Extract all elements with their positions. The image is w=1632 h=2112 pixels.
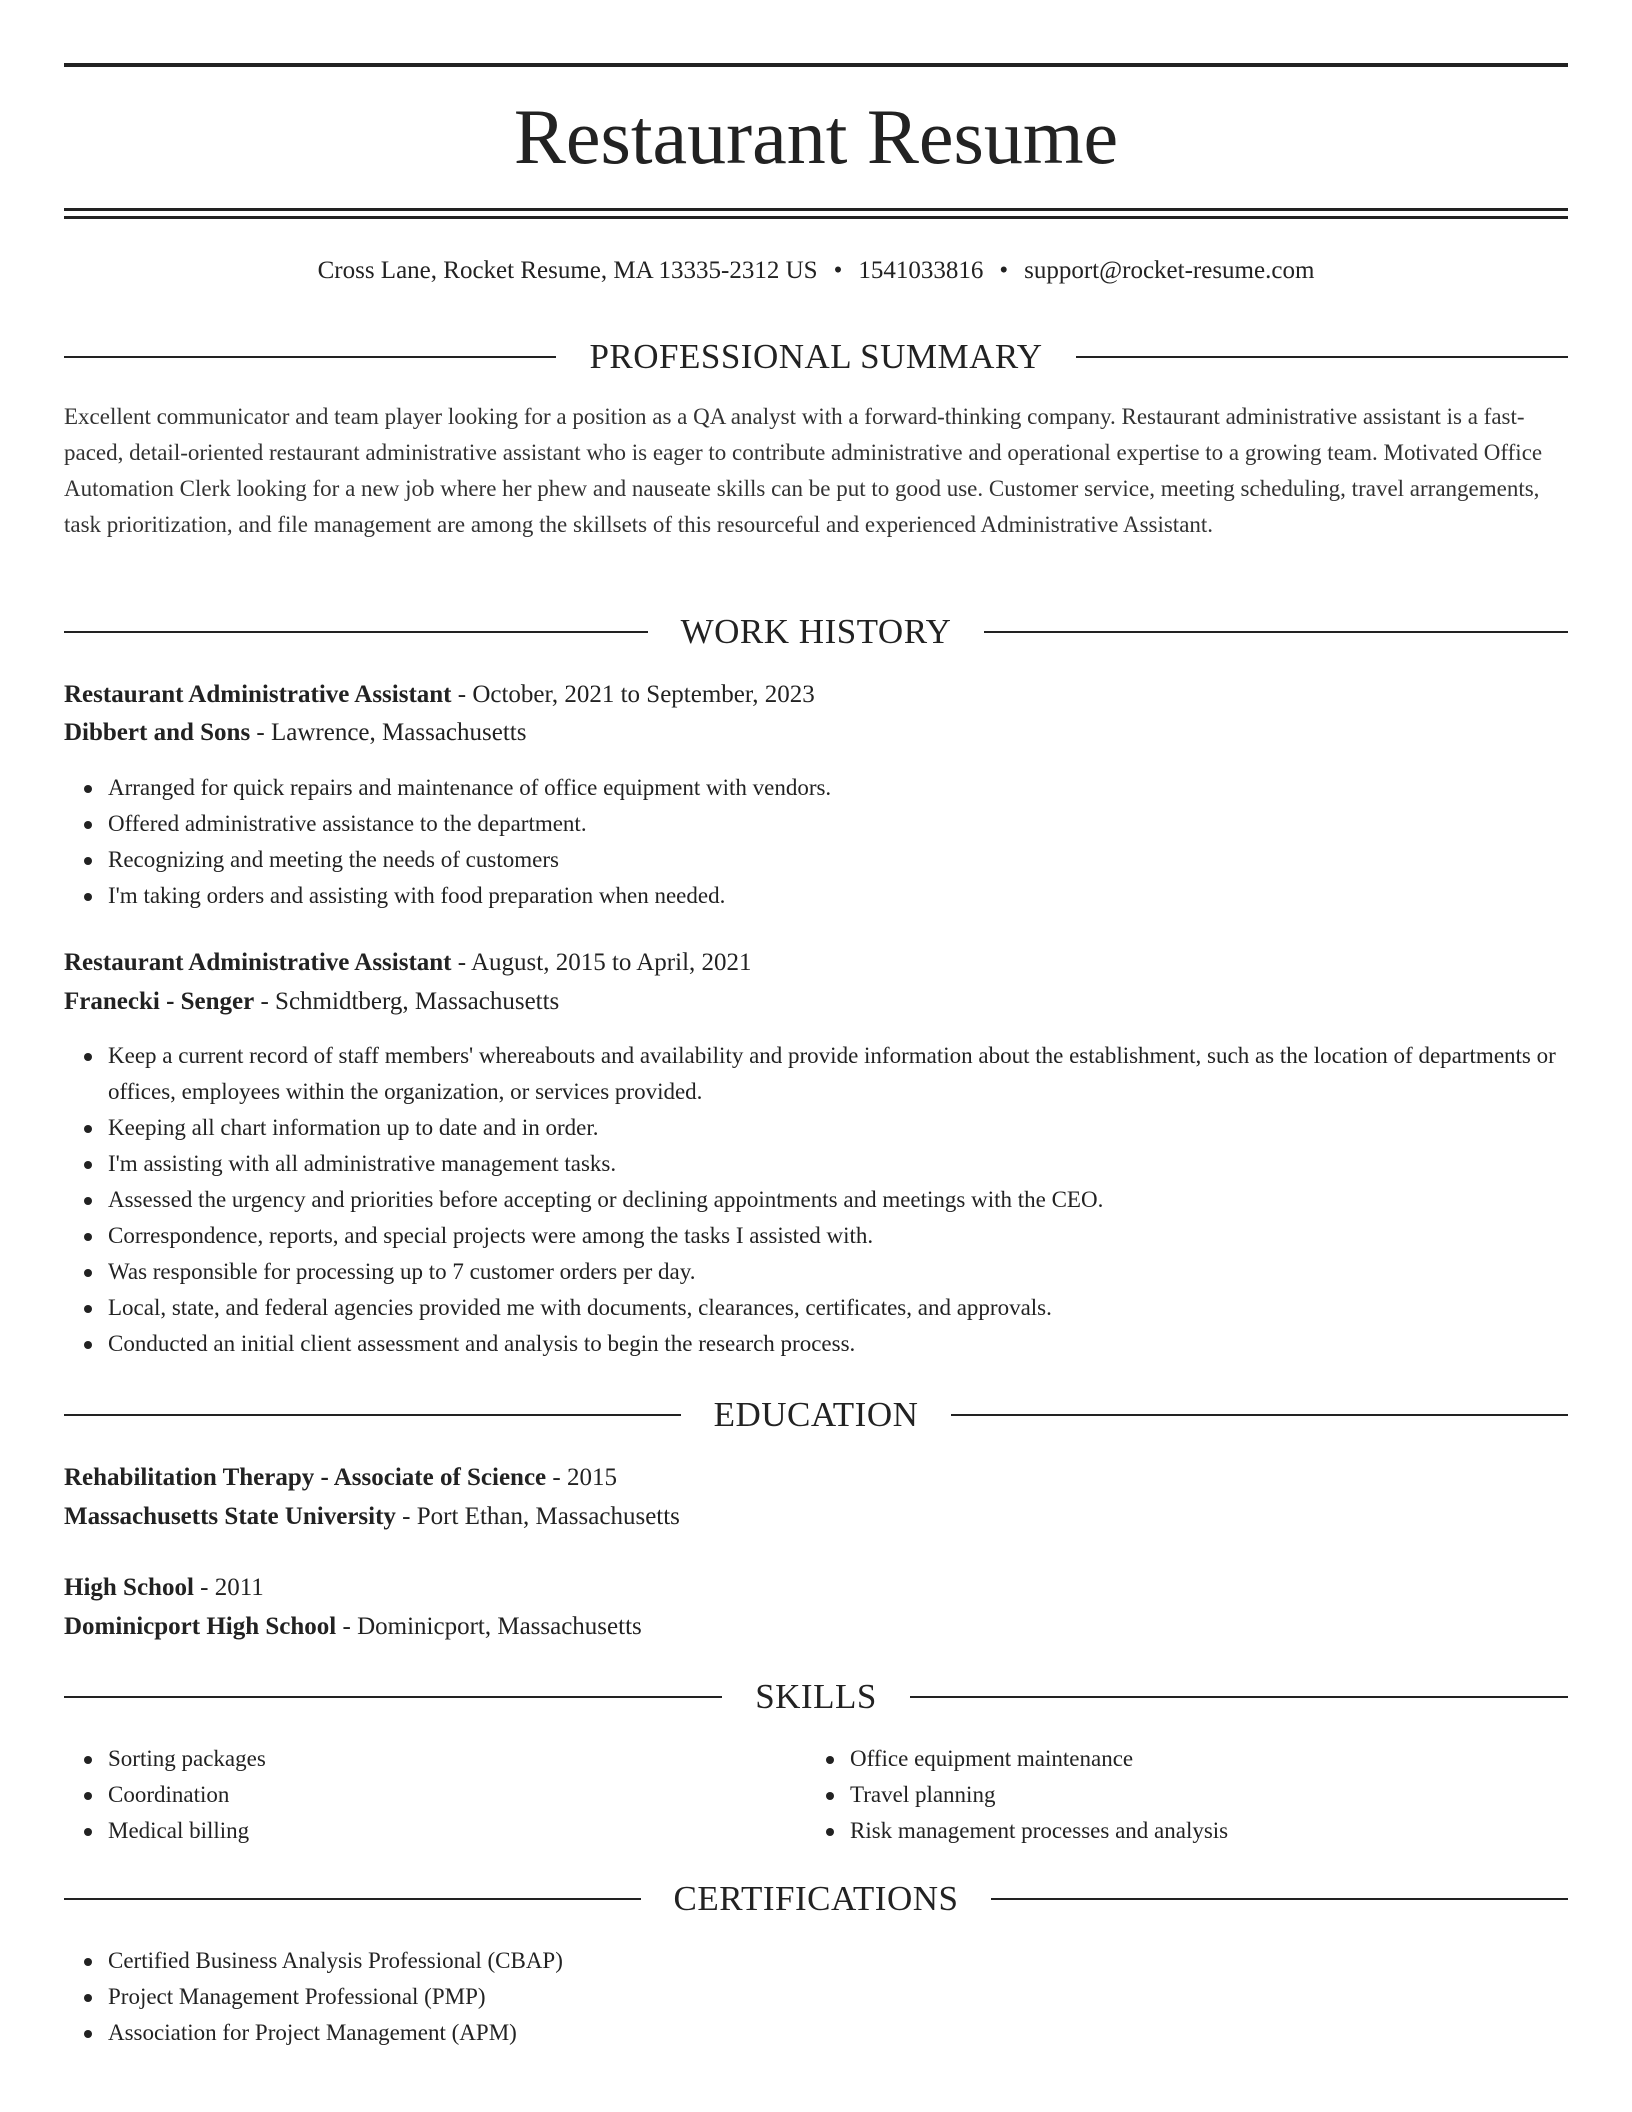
skill-item: Sorting packages [64,1741,804,1777]
heading-rule [64,1696,722,1698]
heading-rule [64,1414,681,1416]
job-bullet: Conducted an initial client assessment and analysis to begin the research process. [64,1326,1568,1362]
job-bullet: Was responsible for processing up to 7 customer orders per day. [64,1254,1568,1290]
heading-label: SKILLS [755,1677,877,1716]
contact-separator: • [999,257,1009,284]
education-school-line [64,1608,1568,1646]
skill-item: Coordination [64,1777,804,1813]
job-bullet: Offered administrative assistance to the department. [64,806,1568,842]
heading-rule [64,631,648,633]
job-company-line [64,714,1568,752]
heading-rule [64,356,556,358]
skill-item: Medical billing [64,1813,804,1849]
education-year: - 2011 [193,1574,264,1601]
education-year: - 2015 [546,1464,617,1491]
heading-label: CERTIFICATIONS [673,1879,959,1918]
certification-item: Association for Project Management (APM) [64,2015,1568,2051]
job-bullet: Correspondence, reports, and special projects were among the tasks I assisted with. [64,1218,1568,1254]
heading-label: PROFESSIONAL SUMMARY [589,337,1043,376]
job-dates: - August, 2015 to April, 2021 [451,949,752,976]
skills-list-left [64,1741,804,1849]
job-company-line [64,983,1568,1021]
certification-item: Project Management Professional (PMP) [64,1979,1568,2015]
education-degree-line [64,1569,1568,1607]
section-heading-education [64,1393,1568,1437]
heading-rule [1076,356,1568,358]
education-school-line [64,1498,1568,1536]
job-location: - Lawrence, Massachusetts [250,719,527,746]
summary-text: Excellent communicator and team player looking for a position as a QA analyst with a forward-thinking company. Restaurant administrative assistant is a fast-paced, detail-oriented restaurant administrative assistant who is eager to contribute administrative and operational expertise to a growing team. Motivated Office Automation Clerk looking for a new job where her phew and nauseate skills can be put to good use. Customer service, meeting scheduling, travel arrangements, task prioritization, and file management are among the skillsets of this resourceful and experienced Administrative Assistant. [64,404,1543,537]
skill-item: Risk management processes and analysis [806,1813,1568,1849]
contact-email: support@rocket-resume.com [1024,257,1315,284]
heading-rule [910,1696,1568,1698]
education-school: Dominicport High School [64,1613,337,1640]
job-bullet: Recognizing and meeting the needs of customers [64,842,1568,878]
job-bullet: Keeping all chart information up to date and in order. [64,1110,1568,1146]
job-bullet: Local, state, and federal agencies provided me with documents, clearances, certificates, and approvals. [64,1290,1568,1326]
education-degree: High School [64,1574,194,1601]
education-degree-line [64,1459,1568,1497]
job-title: Restaurant Administrative Assistant [64,949,452,976]
heading-rule [984,631,1568,633]
resume-title: Restaurant Resume [513,93,1119,180]
job-company: Dibbert and Sons [64,719,251,746]
education-school: Massachusetts State University [64,1503,396,1530]
job-bullet: Arranged for quick repairs and maintenance of office equipment with vendors. [64,770,1568,806]
top-rule [64,63,1568,67]
contact-line [64,254,1568,288]
education-degree: Rehabilitation Therapy - Associate of Science [64,1464,547,1491]
skill-item: Travel planning [806,1777,1568,1813]
heading-rule [64,1898,641,1900]
job-title-line [64,944,1568,982]
job-company: Franecki - Senger [64,988,255,1015]
education-location: - Dominicport, Massachusetts [336,1613,642,1640]
section-heading-certifications [64,1877,1568,1921]
contact-phone: 1541033816 [858,257,984,284]
heading-label: WORK HISTORY [680,612,952,651]
certifications-list [64,1943,1568,2051]
job-bullet: I'm assisting with all administrative management tasks. [64,1146,1568,1182]
title-rule-upper [64,208,1568,211]
job-bullet: Assessed the urgency and priorities before accepting or declining appointments and meetings with the CEO. [64,1182,1568,1218]
job-title-line [64,676,1568,714]
job-bullet: I'm taking orders and assisting with food preparation when needed. [64,878,1568,914]
heading-rule [991,1898,1568,1900]
job-location: - Schmidtberg, Massachusetts [254,988,560,1015]
certification-item: Certified Business Analysis Professional (CBAP) [64,1943,1568,1979]
job-title: Restaurant Administrative Assistant [64,681,452,708]
skills-list-right [806,1741,1568,1849]
contact-address: Cross Lane, Rocket Resume, MA 13335-2312 US [317,257,818,284]
job-bullets [64,1038,1568,1362]
skill-item: Office equipment maintenance [806,1741,1568,1777]
section-heading-work [64,610,1568,654]
job-bullets [64,770,1568,914]
education-location: - Port Ethan, Massachusetts [395,1503,680,1530]
contact-separator: • [833,257,843,284]
section-heading-skills [64,1675,1568,1719]
section-heading-summary [64,335,1568,379]
job-bullet: Keep a current record of staff members' whereabouts and availability and provide information about the establishment, such as the location of departments or offices, employees within the organization, or services provided. [64,1038,1568,1110]
heading-rule [951,1414,1568,1416]
heading-label: EDUCATION [713,1395,919,1434]
job-dates: - October, 2021 to September, 2023 [451,681,815,708]
title-rule-lower [64,216,1568,219]
